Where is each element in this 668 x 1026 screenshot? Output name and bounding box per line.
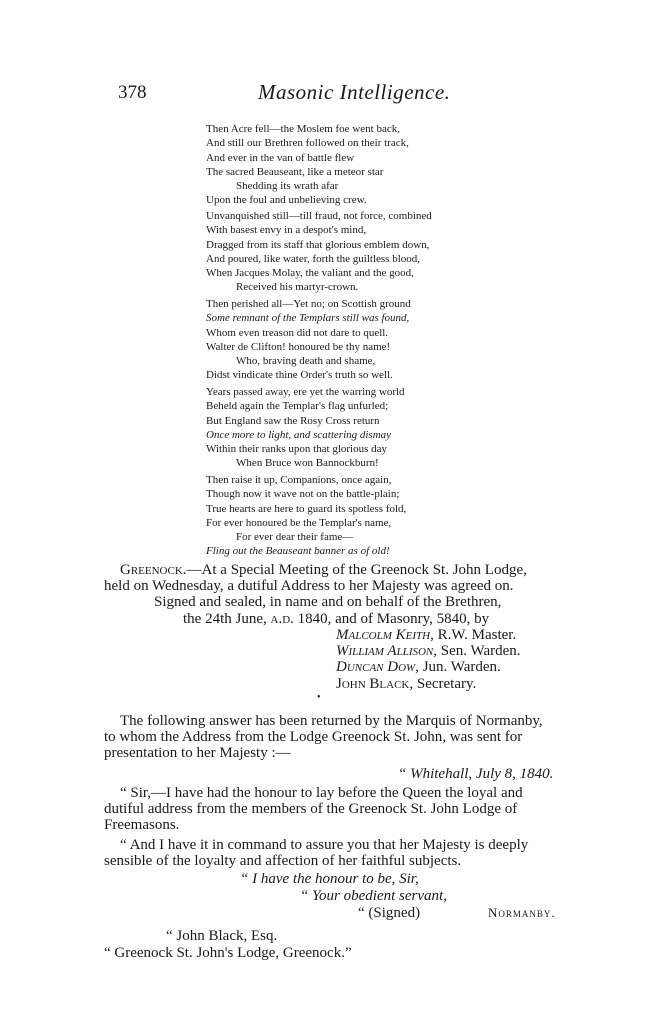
poem-line: Some remnant of the Templars still was found, — [206, 312, 410, 325]
closing-text: “ I have the honour to be, Sir, — [240, 871, 419, 887]
poem-line: When Bruce won Bannockburn! — [236, 457, 379, 470]
signatory-name: John Black — [336, 675, 410, 692]
letter-line: “ Sir,—I have had the honour to lay before the Queen the loyal and — [120, 785, 523, 801]
poem-line: For ever honoured be the Templar's name, — [206, 516, 392, 529]
notice-text: —At a Special Meeting of the Greenock St. John Lodge, — [186, 562, 527, 578]
signed-text: “ (Signed) — [358, 905, 421, 921]
letter-line: Freemasons. — [104, 817, 180, 834]
poem-line: When Jacques Molay, the valiant and the good, — [206, 267, 414, 280]
poem-line: Then raise it up, Companions, once again, — [206, 474, 392, 486]
poem-stanza-3 — [206, 297, 411, 383]
notice-line: held on Wednesday, a dutiful Address to her Majesty was agreed on. — [104, 578, 514, 595]
notice-heading: Greenock. — [120, 562, 187, 578]
letter-line: dutiful address from the members of the Greenock St. John Lodge of — [104, 801, 518, 818]
notice-line — [104, 562, 527, 578]
poem-line: Within their ranks upon that glorious day — [206, 443, 388, 456]
closing-text: “ Your obedient servant, — [300, 888, 447, 904]
letter-line: sensible of the loyalty and affection of her faithful subjects. — [104, 853, 462, 870]
answer-line: presentation to her Majesty :— — [104, 745, 291, 762]
addressee-text: “ John Black, Esq. — [166, 928, 278, 944]
poem-stanza-4 — [206, 385, 405, 471]
signatory-name: Malcolm Keith — [336, 627, 431, 643]
signed-line — [358, 905, 420, 921]
signatory — [336, 627, 521, 643]
poem-line: Beheld again the Templar's flag unfurled; — [206, 400, 389, 413]
signatory — [336, 643, 521, 659]
poem-line: And ever in the van of battle flew — [206, 151, 355, 164]
dateline-text: “ Whitehall, July 8, 1840. — [398, 766, 554, 782]
notice-text: the 24th June, — [183, 610, 271, 627]
signatories — [336, 627, 521, 692]
poem-line: But England saw the Rosy Cross return — [206, 414, 380, 427]
closing-2 — [300, 888, 447, 904]
printer-dot: • — [317, 692, 321, 703]
letter-body-1 — [104, 785, 523, 834]
poem-line: Walter de Clifton! honoured be thy name! — [206, 340, 391, 353]
poem-line: Whom even treason did not dare to quell. — [206, 326, 389, 339]
signer — [488, 905, 556, 921]
poem-line: Received his martyr-crown. — [236, 281, 359, 294]
answer-line: to whom the Address from the Lodge Greenock St. John, was sent for — [104, 729, 523, 746]
signatory-role: , Secretary. — [409, 675, 477, 692]
dateline — [398, 766, 553, 782]
poem-line: The sacred Beauseant, like a meteor star — [206, 165, 384, 178]
signatory — [336, 676, 521, 692]
signatory-role: , Sen. Warden. — [433, 643, 521, 660]
answer-intro — [104, 713, 543, 762]
poem-line: Unvanquished still—till fraud, not force, combined — [206, 210, 432, 222]
notice-line: Signed and sealed, in name and on behalf of the Brethren, — [154, 594, 502, 611]
poem-line: Then Acre fell—the Moslem foe went back, — [206, 123, 400, 135]
addressee-2 — [104, 945, 352, 961]
signatory-role: , R.W. Master. — [430, 627, 517, 643]
poem-line: Once more to light, and scattering dismay — [206, 428, 392, 441]
signatory-name: William Allison — [336, 643, 434, 660]
notice-line — [104, 611, 527, 627]
signer-name: Normanby. — [488, 905, 556, 920]
page-number: 378 — [118, 82, 147, 103]
signatory — [336, 659, 521, 675]
poem-line: And poured, like water, forth the guiltless blood, — [206, 252, 421, 265]
poem-line: And still our Brethren followed on their track, — [206, 137, 409, 150]
poem-line: Though now it wave not on the battle-plain; — [206, 488, 400, 501]
poem-line: With basest envy in a despot's mind, — [206, 224, 367, 237]
running-title: Masonic Intelligence. — [258, 80, 451, 104]
letter-line: “ And I have it in command to assure you that her Majesty is deeply — [120, 837, 529, 853]
poem-stanza-2 — [206, 209, 432, 295]
poem-line: For ever dear their fame— — [236, 531, 354, 544]
poem-line: Didst vindicate thine Order's truth so well. — [206, 369, 393, 382]
addressee-1 — [166, 928, 277, 944]
notice-text: 1840, and of Masonry, 5840, by — [293, 610, 490, 627]
poem-line: Then perished all—Yet no; on Scottish ground — [206, 298, 411, 310]
poem-line: Fling out the Beauseant banner as of old! — [206, 545, 390, 558]
poem-line: Dragged from its staff that glorious emblem down, — [206, 238, 430, 251]
poem-line: Upon the foul and unbelieving crew. — [206, 194, 367, 207]
poem-line: Shedding its wrath afar — [236, 180, 339, 193]
poem-line: True hearts are here to guard its spotless fold, — [206, 502, 407, 515]
poem-stanza-5 — [206, 473, 406, 559]
notice-text: a.d. — [270, 610, 294, 627]
signatory-name: Duncan Dow — [336, 659, 416, 676]
poem-stanza-1 — [206, 122, 409, 208]
poem-line: Years passed away, ere yet the warring world — [206, 386, 405, 398]
signatory-role: , Jun. Warden. — [415, 659, 501, 676]
addressee-text: “ Greenock St. John's Lodge, Greenock.” — [104, 945, 352, 961]
greenock-notice — [104, 562, 527, 627]
letter-body-2 — [104, 837, 528, 869]
answer-line: The following answer has been returned by the Marquis of Normanby, — [120, 713, 543, 729]
poem-line: Who, braving death and shame, — [236, 355, 376, 368]
closing-1 — [240, 871, 419, 887]
